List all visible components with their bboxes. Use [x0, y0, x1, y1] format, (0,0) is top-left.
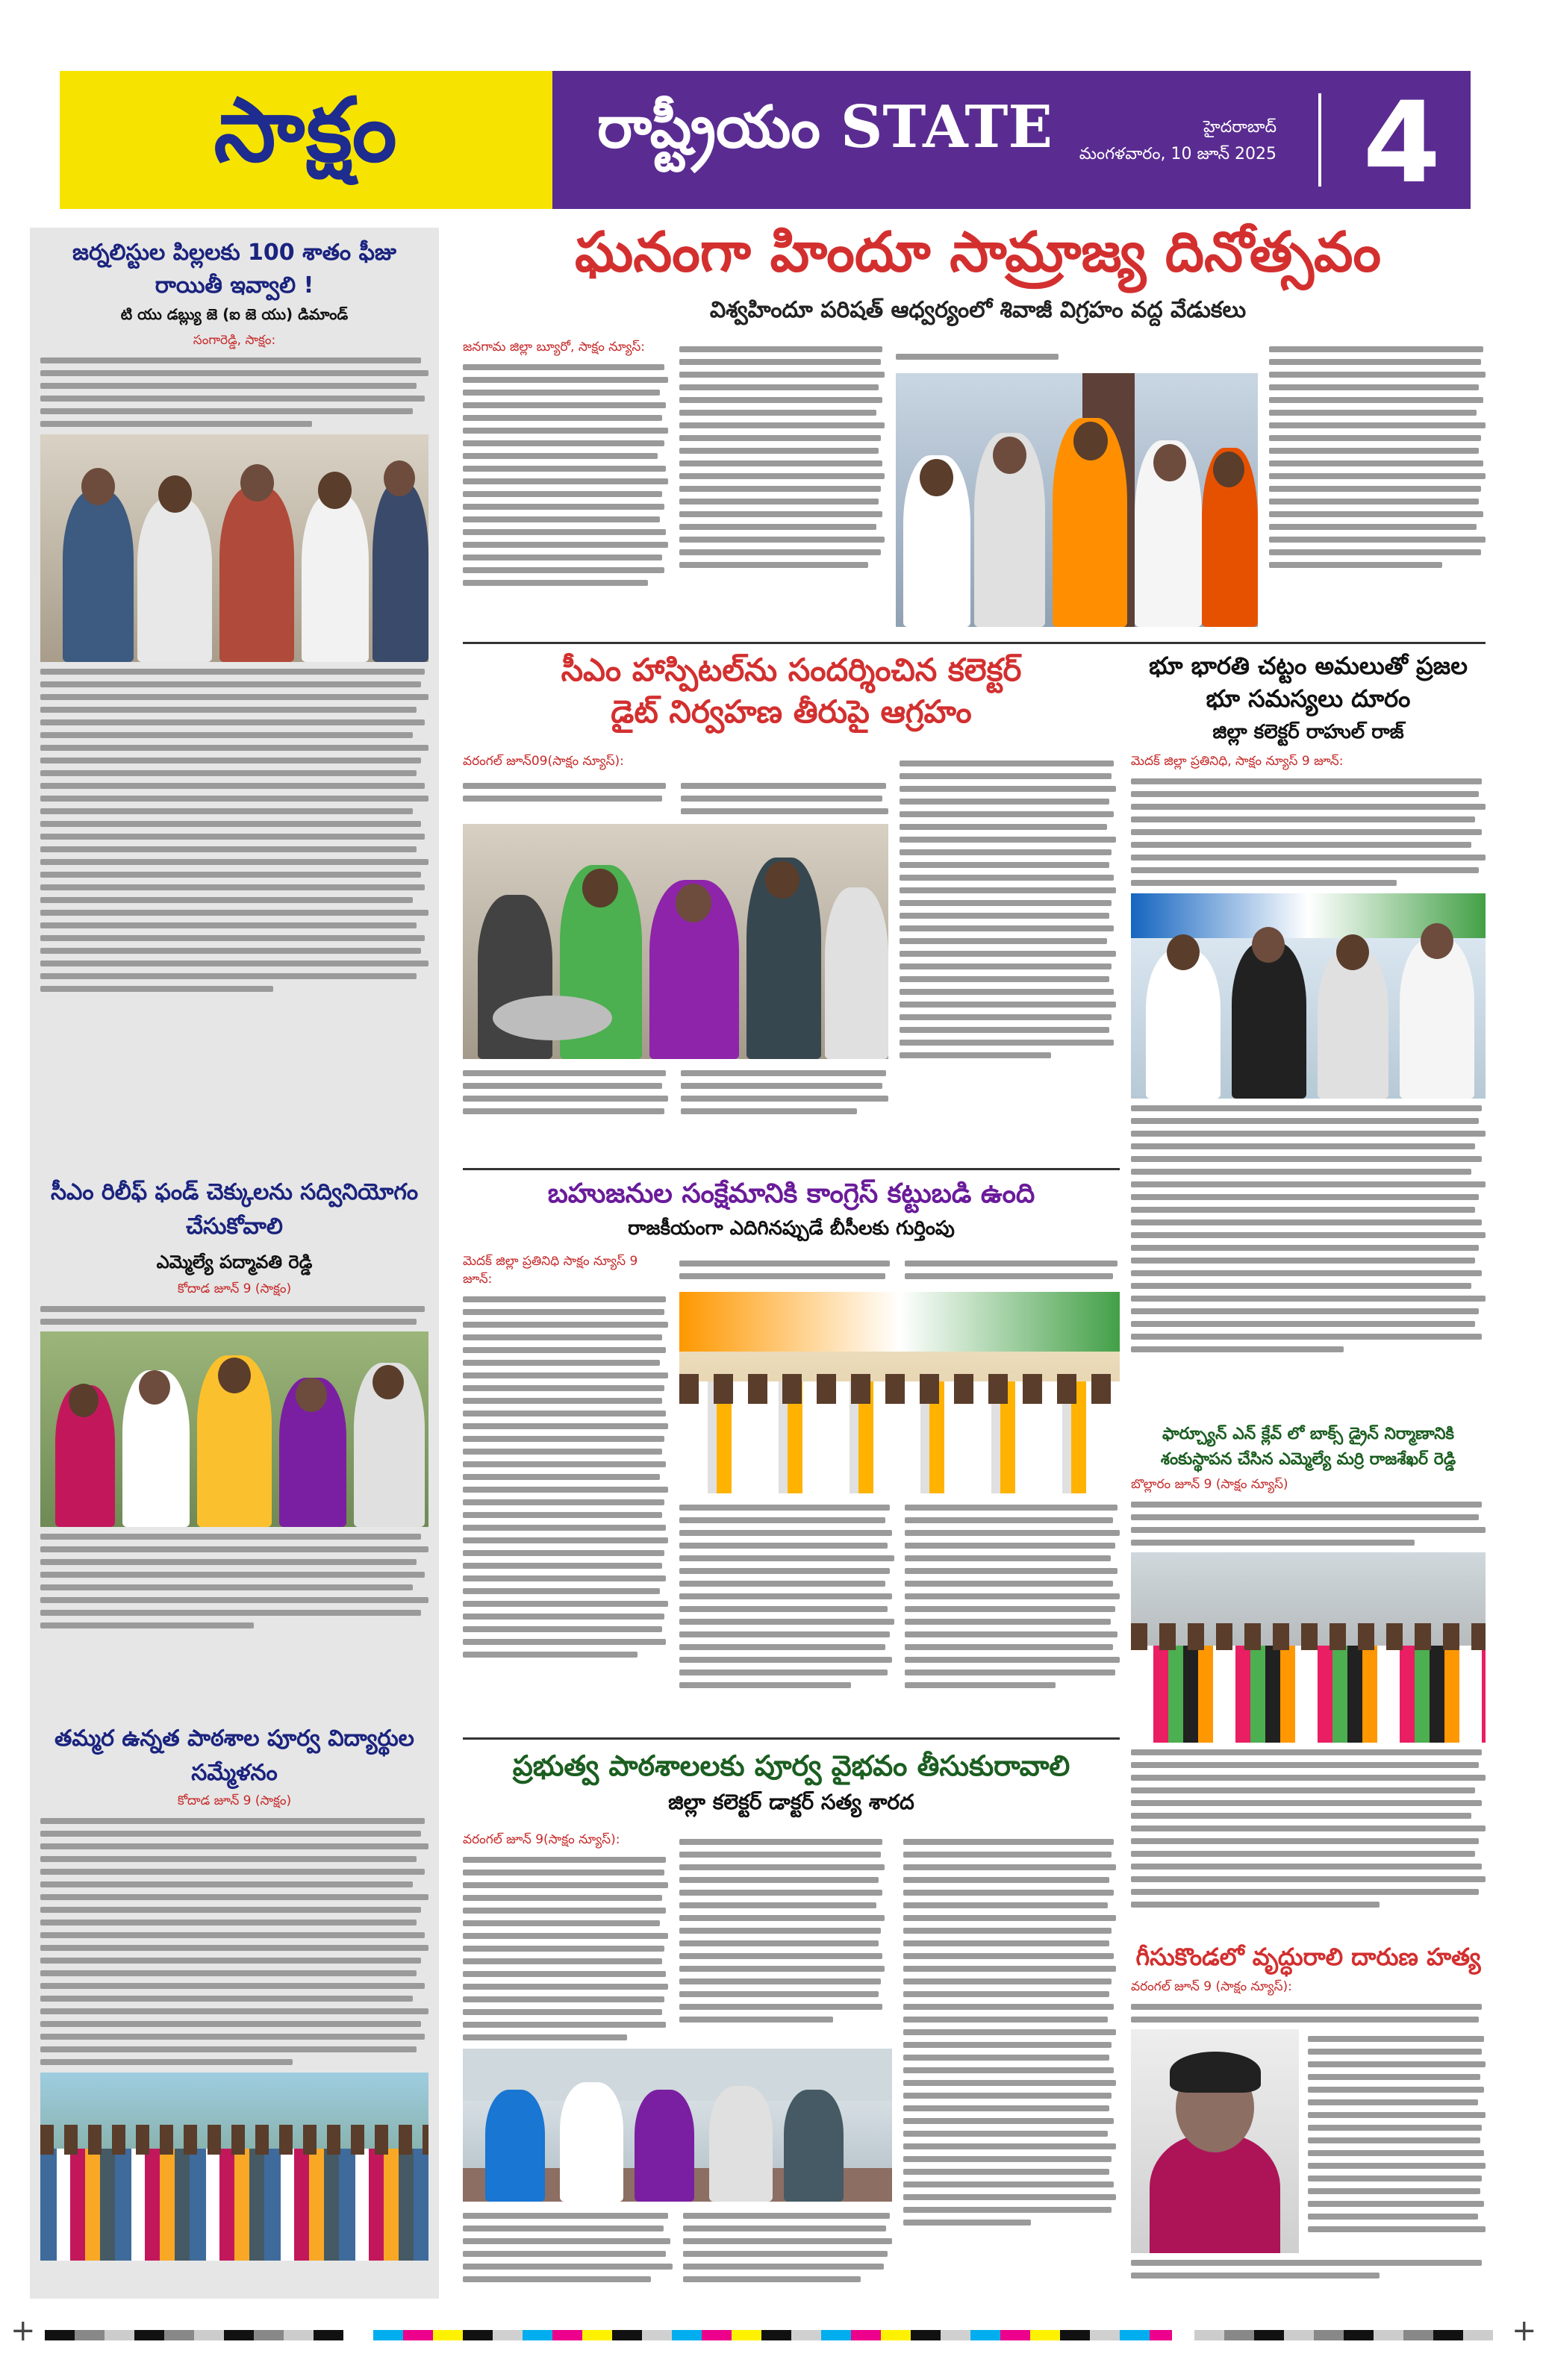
divider [1318, 93, 1321, 187]
story-bhu-bharati [1131, 649, 1486, 1359]
story-headline: సీఎం హాస్పిటల్‌ను సందర్శించిన కలెక్టర్ [561, 652, 1022, 688]
congress-col-2 [679, 1254, 1120, 1695]
page-number: 4 [1362, 78, 1441, 208]
sidebar-story-cm-relief [40, 1175, 428, 1635]
lead-headline: ఘనంగా హిందూ సామ్రాజ్య దినోత్సవం [575, 220, 1381, 284]
story-subhead: రాజకీయంగా ఎదిగినప్పుడే బీసీలకు గుర్తింపు [628, 1217, 955, 1240]
photo-box-drain [1131, 1552, 1486, 1743]
photo-collector-hospital [463, 824, 888, 1059]
story-headline: ఫార్చ్యూన్ ఎన్ క్లేవ్ లో బాక్స్ డ్రైన్ నిర్మాణానికి శంకుస్థాపన చేసిన ఎమ్మెల్యే మర్రి రాజశేఖర్ రెడ్డి [1160, 1425, 1456, 1469]
schools-photo-block [463, 2049, 892, 2289]
photo-journalists [40, 434, 428, 662]
story-congress [463, 1175, 1120, 1244]
story-headline: ప్రభుత్వ పాఠశాలలకు పూర్వ వైభవం తీసుకురావాలి [512, 1749, 1070, 1782]
story-headline: సీఎం రిలీఫ్ ఫండ్ చెక్కులను సద్వినియోగం చేసుకోవాలి [50, 1179, 419, 1240]
story-subhead: జిల్లా కలెక్టర్ డాక్టర్ సత్య శారద [668, 1790, 914, 1814]
story-dateline: మెదక్ జిల్లా ప్రతినిధి సాక్షం న్యూస్ 9 జూన్: [463, 1254, 638, 1287]
story-subhead: టి యు డబ్ల్యు జె (ఐ జె యు) డిమాండ్ [120, 305, 349, 323]
story-body [40, 1306, 428, 1325]
story-subhead: ఎమ్మెల్యే పద్మావతి రెడ్డి [156, 1252, 313, 1272]
story-body [40, 357, 428, 427]
lead-column-2 [679, 340, 885, 575]
schools-col-3 [903, 1832, 1116, 2232]
story-dateline: మెదక్ జిల్లా ప్రతినిధి, సాక్షం న్యూస్ 9 జూన్: [1131, 754, 1344, 769]
masthead [60, 71, 1471, 209]
logo-box [60, 71, 552, 209]
issue-date: మంగళవారం, 10 జూన్ 2025 [1079, 145, 1277, 163]
rule [463, 1168, 1120, 1170]
lead-column-1 [463, 340, 668, 593]
story-box-drain [1131, 1422, 1486, 1914]
registration-mark: + [10, 2314, 36, 2348]
photo-bhu-bharati [1131, 893, 1486, 1099]
photo-shivaji-celebration [896, 373, 1258, 627]
story-headline: తమ్మర ఉన్నత పాఠశాల పూర్వ విద్యార్థుల సమ్మేళనం [54, 1725, 414, 1786]
lead-subhead: విశ్వహిందూ పరిషత్ ఆధ్వర్యంలో శివాజీ విగ్రహం వద్ద వేడుకలు [709, 297, 1247, 323]
story-headline: గీసుకొండలో వృద్ధురాలి దారుణ హత్య [1135, 1943, 1481, 1971]
story-murder [1131, 1940, 1486, 2285]
collector-col-2 [900, 754, 1116, 1065]
collector-col-1 [463, 754, 888, 1121]
story-dateline: బొల్లారం జూన్ 9 (సాక్షం న్యూస్) [1131, 1477, 1288, 1492]
story-dateline: వరంగల్ జూన్ 9 (సాక్షం న్యూస్): [1131, 1979, 1292, 1994]
story-dateline: సంగారెడ్డి, సాక్షం: [193, 333, 276, 348]
print-color-bar [1194, 2330, 1493, 2340]
dateline-block [1079, 114, 1277, 168]
story-body [40, 1818, 428, 2065]
sidebar [30, 228, 439, 2299]
story-body [1308, 2029, 1486, 2253]
photo-victim [1131, 2029, 1299, 2253]
sidebar-story-journalists [40, 237, 428, 999]
story-body-cont [40, 669, 428, 992]
photo-cm-relief [40, 1331, 428, 1527]
print-color-bar [373, 2330, 1172, 2340]
story-headline-2: డైట్ నిర్వహణ తీరుపై ఆగ్రహం [611, 693, 972, 730]
city-name: హైదరాబాద్ [1203, 118, 1277, 137]
congress-col-1 [463, 1254, 668, 1664]
registration-mark: + [1512, 2314, 1537, 2348]
story-headline: భూ భారతి చట్టం అమలుతో ప్రజల భూ సమస్యలు దూరం [1149, 652, 1468, 713]
sidebar-story-alumni [40, 1722, 428, 2261]
rule [463, 1737, 1120, 1740]
story-body-cont [40, 1534, 428, 1628]
rule [463, 642, 1486, 644]
schools-col-1 [463, 1832, 668, 2047]
story-schools [463, 1746, 1120, 1820]
print-color-bar [45, 2330, 343, 2340]
story-subhead: జిల్లా కలెక్టర్ రాహుల్ రాజ్ [1212, 721, 1404, 743]
section-banner [552, 71, 1471, 209]
story-dateline: వరంగల్ జూన్ 9(సాక్షం న్యూస్): [463, 1832, 620, 1847]
story-dateline: వరంగల్ జూన్09(సాక్షం న్యూస్): [463, 754, 624, 769]
photo-congress-meeting [679, 1292, 1120, 1493]
story-dateline: కోదాడ జూన్ 9 (సాక్షం) [177, 1281, 292, 1296]
section-title: రాష్ట్రీయం STATE [597, 93, 1053, 161]
lead-column-4 [1269, 340, 1486, 575]
story-headline: బహుజనుల సంక్షేమానికి కాంగ్రెస్ కట్టుబడి ఉంది [547, 1178, 1035, 1209]
lead-column-3 [896, 347, 1258, 637]
lead-dateline: జనగామ జిల్లా బ్యూరో, సాక్షం న్యూస్: [463, 340, 646, 354]
schools-col-2 [679, 1832, 885, 2029]
photo-school-visit [463, 2049, 892, 2202]
story-collector-hospital [463, 649, 1120, 733]
story-headline: జర్నలిస్టుల పిల్లలకు 100 శాతం ఫీజు రాయితీ ఇవ్వాలి ! [72, 240, 396, 299]
photo-alumni-group [40, 2073, 428, 2261]
newspaper-logo: సాక్షం [213, 77, 399, 181]
story-dateline: కోదాడ జూన్ 9 (సాక్షం) [177, 1793, 292, 1808]
